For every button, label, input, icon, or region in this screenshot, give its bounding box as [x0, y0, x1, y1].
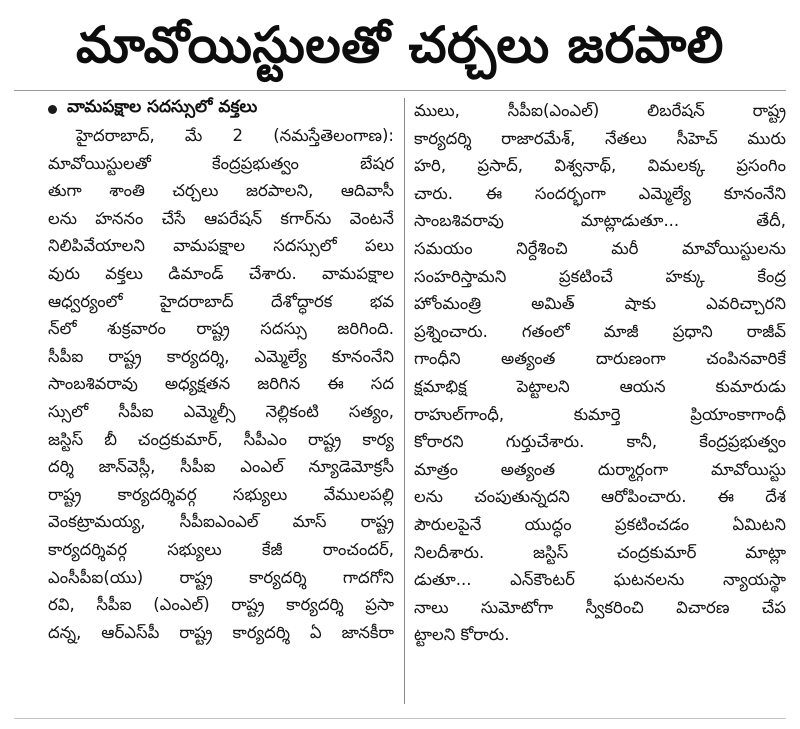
- text-line: నిలిపివేయాలని వామపక్షాల సదస్సులో పలు: [48, 236, 394, 256]
- text-line: నాలు సుమోటోగా స్వీకరించి విచారణ చేప: [414, 597, 786, 617]
- bottom-divider: [14, 718, 786, 719]
- column-divider: [404, 98, 405, 704]
- text-line: కోరారని గుర్తుచేశారు. కానీ, కేంద్రప్రభుత్వం: [414, 432, 786, 452]
- text-line: లను హననం చేసే ఆపరేషన్ కగార్‌ను వెంటనే: [48, 208, 394, 228]
- text-line: సంహరిస్తామని ప్రకటించే హక్కు కేంద్ర: [414, 266, 786, 286]
- text-line: హోంమంత్రి అమిత్ షాకు ఎవరిచ్చారని: [414, 294, 786, 314]
- text-line: ఎంసీపీఐ(యు) రాష్ట్ర కార్యదర్శి గాదగోని: [48, 567, 394, 587]
- text-line: ములు, సీపీఐ(ఎంఎల్) లిబరేషన్ రాష్ట్ర: [414, 101, 786, 120]
- text-line: సమయం నిర్దేశించి మరీ మావోయిస్టులను: [414, 238, 786, 258]
- text-line: తుగా శాంతి చర్చలు జరపాలని, ఆదివాసీ: [48, 181, 394, 201]
- text-line: స్సులో సీపీఐ ఎమ్మెల్సీ నెల్లికంటి సత్యం,: [48, 401, 394, 421]
- text-line: లను చంపుతున్నదని ఆరోపించారు. ఈ దేశ: [414, 487, 786, 507]
- text-line: మాత్రం అత్యంత దుర్మార్గంగా మావోయిస్టు: [414, 459, 786, 479]
- right-column: [414, 97, 786, 649]
- text-line: దన్న, ఆర్‌ఎస్‌పీ రాష్ట్ర కార్యదర్శి ఏ జానకీరా: [48, 622, 394, 642]
- text-line: సీపీఐ రాష్ట్ర కార్యదర్శి, ఎమ్మెల్యే కూనంనేని: [48, 346, 394, 366]
- bullet-icon: [48, 105, 57, 114]
- text-line: డుతూ... ఎన్‌కౌంటర్ ఘటనలను న్యాయస్థా: [414, 570, 786, 590]
- text-line: సాంబశివరావు అధ్యక్షతన జరిగిన ఈ సద: [48, 374, 394, 394]
- text-line: నిలదీశారు. జస్టిస్ చంద్రకుమార్ మాట్లా: [414, 542, 786, 562]
- text-line: క్షమాభిక్ష పెట్టాలని ఆయన కుమారుడు: [414, 376, 786, 396]
- text-line: హరి, ప్రసాద్, విశ్వనాథ్, విమలక్క ప్రసంగిం: [414, 156, 786, 176]
- text-line: వెంకట్రామయ్య, సీపీఐఎంఎల్ మాస్ రాష్ట్ర: [48, 512, 394, 532]
- text-line: హైదరాబాద్, మే 2 (నమస్తేతెలంగాణ):: [76, 126, 394, 145]
- text-line: సాంబశివరావు మాట్లాడుతూ... తేదీ,: [414, 211, 786, 231]
- subheading-text: వామపక్షాల సదస్సులో వక్తలు: [67, 97, 258, 117]
- text-line: ట్టాలని కోరారు.: [414, 625, 510, 645]
- text-line: మావోయిస్టులతో కేంద్రప్రభుత్వం బేషర: [48, 153, 394, 173]
- text-line: వురు వక్తలు డిమాండ్ చేశారు. వామపక్షాల: [48, 263, 394, 283]
- text-line: దర్శి జాన్‌వెస్లీ, సీపీఐ ఎంఎల్ న్యూడెమోక్రసీ: [48, 457, 394, 477]
- text-line: ప్రశ్నించారు. గతంలో మాజీ ప్రధాని రాజీవ్: [414, 321, 786, 341]
- text-line: కార్యదర్శి రాజారమేశ్, నేతలు సీహెచ్ మురు: [414, 128, 786, 148]
- text-line: కార్యదర్శివర్గ సభ్యులు కేజీ రాంచందర్,: [48, 539, 394, 559]
- text-line: రాష్ట్ర కార్యదర్శివర్గ సభ్యులు వేములపల్లి: [48, 484, 394, 504]
- text-line: చారు. ఈ సందర్భంగా ఎమ్మెల్యే కూనంనేని: [414, 183, 786, 203]
- text-line: జస్టిస్ బీ చంద్రకుమార్, సీపీఎం రాష్ట్ర కార్య: [48, 429, 394, 449]
- headline: మావోయిస్టులతో చర్చలు జరపాలి: [76, 16, 724, 74]
- text-line: గాంధీని అత్యంత దారుణంగా చంపినవారికే: [414, 349, 786, 369]
- top-divider: [14, 90, 786, 91]
- left-column: [48, 122, 394, 646]
- text-line: పౌరులపైనే యుద్ధం ప్రకటించడం ఏమిటని: [414, 514, 786, 534]
- text-line: న్‌లో శుక్రవారం రాష్ట్ర సదస్సు జరిగింది.: [48, 319, 394, 339]
- text-line: రాహుల్‌గాంధీ, కుమార్తె ప్రియాంకాగాంధీ: [414, 404, 786, 424]
- text-line: ఆధ్వర్యంలో హైదరాబాద్ దేశోద్ధారక భవ: [48, 291, 394, 311]
- text-line: రవి, సీపీఐ (ఎంఎల్) రాష్ట్ర కార్యదర్శి ప్రసా: [48, 595, 394, 615]
- subheading: [48, 96, 398, 122]
